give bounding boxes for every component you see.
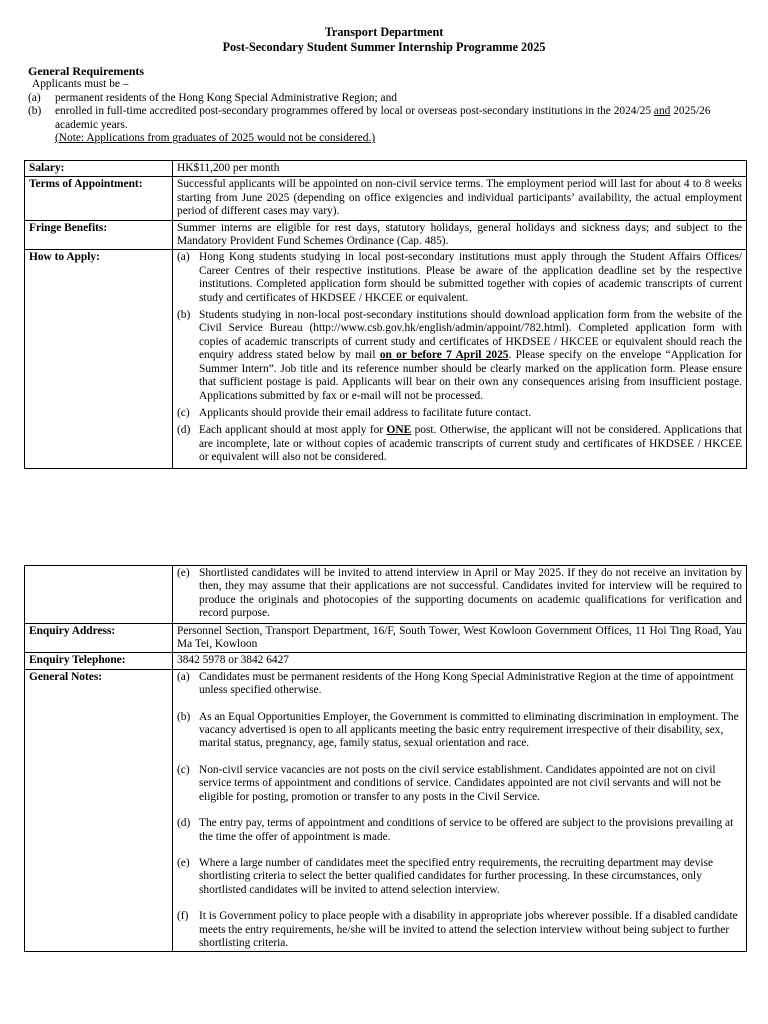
empty-label	[25, 566, 173, 624]
apply-continued-row	[25, 566, 747, 624]
note-item: (b) As an Equal Opportunities Employer, the Government is committed to eliminating discrimination in employment. The vacancy advertised is open to all applicants meeting the basic entry requirement irrespective of their disability, sex, marital status, pregnancy, age, family status, sexual orientation and race.	[177, 710, 739, 750]
terms-value: Successful applicants will be appointed on non-civil service terms. The employment period will last for about 4 to 8 weeks starting from June 2025 (depending on office exigencies and individual participants’ availability, the actual employment period of different cases may vary).	[173, 177, 747, 220]
terms-row	[25, 177, 747, 220]
address-value: Personnel Section, Transport Department, 16/F, South Tower, West Kowloon Government Offices, 11 Hoi Ting Road, Yau Ma Tei, Kowloon	[173, 623, 747, 653]
apply-item: (a) Hong Kong students studying in local post-secondary institutions must apply through the Student Affairs Offices/ Career Centres of their respective institutions. Please be aware of the application deadline set by the respective institutions. Completed application form should be submitted together with copies of academic transcripts of current study and certificates of HKDSEE / HKCEE or equivalent.	[177, 251, 742, 304]
deadline-text: on or before 7 April 2025	[379, 349, 509, 362]
requirement-item	[28, 105, 748, 132]
details-table-page1	[24, 160, 747, 469]
item-text: permanent residents of the Hong Kong Special Administrative Region; and	[55, 91, 397, 104]
phone-value: 3842 5978 or 3842 6427	[173, 653, 747, 669]
apply-item: (d) Each applicant should at most apply for ONE post. Otherwise, the applicant will not be considered. Applications that are incomplete, late or without copies of academic transcripts of current study and certificates of HKDSEE / HKCEE or equivalent will also not be considered.	[177, 424, 742, 464]
apply-continued-value	[173, 566, 747, 624]
fringe-value: Summer interns are eligible for rest days, statutory holidays, general holidays and sickness days; and subject to the Mandatory Provident Fund Schemes Ordinance (Cap. 485).	[173, 220, 747, 250]
note-item: (e) Where a large number of candidates meet the specified entry requirements, the recruiting department may devise shortlisting criteria to select the better qualified candidates for further processing. In these circumstances, only shortlisted candidates will be invited to attend selection interview.	[177, 856, 714, 896]
fringe-row	[25, 220, 747, 250]
apply-item: (e) Shortlisted candidates will be invited to attend interview in April or May 2025. If they do not receive an invitation by then, they may assume that their applications are not successful. Candidates invited for interview will be required to produce the originals and photocopies of the supporting documents on academic qualifications for verification and record purpose.	[177, 567, 742, 620]
item-text: enrolled in full-time accredited post-secondary programmes offered by local or overseas post-secondary institutions in the 2024/25 and 2025/26 academic years.	[55, 105, 711, 131]
apply-item: (b) Students studying in non-local post-secondary institutions should download application form from the website of the Civil Service Bureau (http://www.csb.gov.hk/english/admin/appoint/782.html). Completed application form with copies of academic transcripts of current study and certificates of HKDSEE / HKCEE or equivalent should reach the enquiry address stated below by mail on or before 7 April 2025. Please specify on the envelope “Application for Summer Intern”. Job title and its reference number should be clearly marked on the application form. Please ensure that sufficient postage is paid. Applicants will bear on their own any consequences arising from insufficient postage. Applications submitted by fax or e-mail will not be processed.	[177, 309, 742, 402]
phone-row	[25, 653, 747, 669]
terms-label: Terms of Appointment:	[25, 177, 173, 220]
apply-item: (c) Applicants should provide their email address to facilitate future contact.	[177, 406, 532, 419]
item-label: (b)	[28, 105, 42, 118]
general-requirements-intro: Applicants must be –	[32, 78, 129, 91]
graduates-note: (Note: Applications from graduates of 2025 would not be considered.)	[55, 132, 376, 145]
salary-value: HK$11,200 per month	[173, 161, 747, 177]
apply-value	[173, 250, 747, 468]
note-item: (f) It is Government policy to place people with a disability in appropriate jobs wherever possible. If a disabled candidate meets the entry requirements, he/she will be invited to attend the selection interview without being subject to further shortlisting criteria.	[177, 910, 738, 949]
requirement-item	[28, 92, 748, 105]
notes-value	[173, 669, 747, 952]
salary-label: Salary:	[25, 161, 173, 177]
fringe-label: Fringe Benefits:	[25, 220, 173, 250]
phone-label: Enquiry Telephone:	[25, 653, 173, 669]
note-item: (a) Candidates must be permanent residents of the Hong Kong Special Administrative Region at the time of appointment unless specified otherwise.	[177, 670, 734, 697]
general-requirements	[28, 65, 748, 145]
address-label: Enquiry Address:	[25, 623, 173, 653]
address-row	[25, 623, 747, 653]
note-item: (c) Non-civil service vacancies are not posts on the civil service establishment. Candidates appointed are not on civil service terms of appointment and conditions of service. Candidates appointed are not civil servants and will not be eligible for posting, promotion or transfer to any posts in the Civil Service.	[177, 763, 721, 803]
programme-title: Post-Secondary Student Summer Internship Programme 2025	[222, 40, 546, 54]
details-table-page2	[24, 565, 747, 952]
department-title: Transport Department	[324, 25, 444, 39]
salary-row	[25, 161, 747, 177]
note-item: (d) The entry pay, terms of appointment and conditions of service to be offered are subject to the provisions prevailing at the time the offer of appointment is made.	[177, 817, 734, 843]
notes-row	[25, 669, 747, 952]
general-requirements-heading: General Requirements	[28, 64, 145, 78]
notes-label: General Notes:	[25, 669, 173, 952]
apply-row	[25, 250, 747, 468]
item-label: (a)	[28, 91, 41, 104]
apply-label: How to Apply:	[25, 250, 173, 468]
